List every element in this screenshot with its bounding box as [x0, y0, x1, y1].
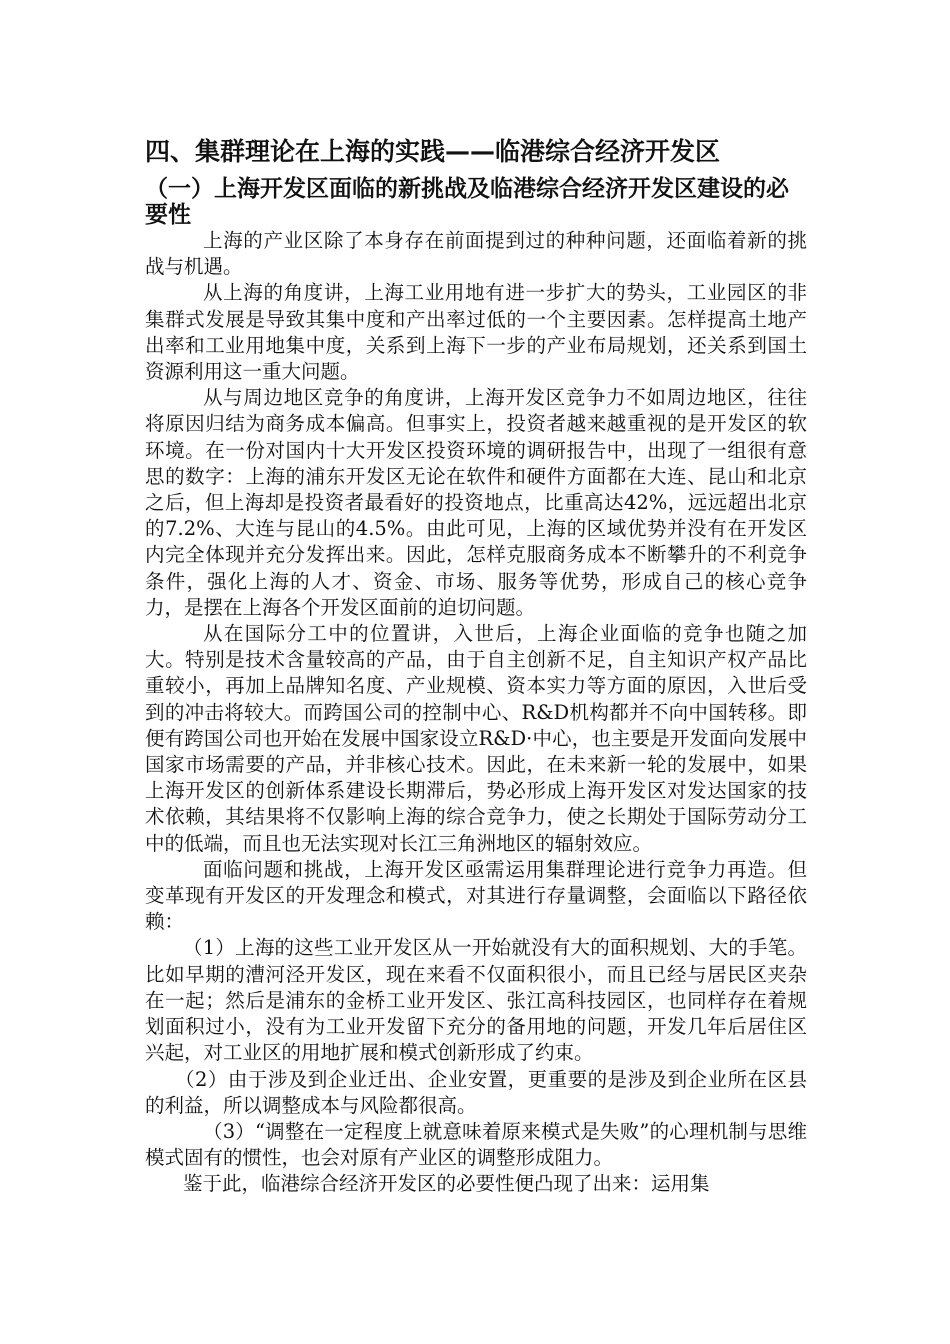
document-page	[145, 132, 807, 1198]
paragraph-competition-perspective: 从与周边地区竞争的角度讲，上海开发区竞争力不如周边地区，往往将原因归结为商务成本偏高。但事实上，投资者越来越重视的是开发区的软环境。在一份对国内十大开发区投资环境的调研报告中，出现了一组很有意思的数字：上海的浦东开发区无论在软件和硬件方面都在大连、昆山和北京之后，但上海却是投资者最看好的投资地点，比重高达42%，远远超出北京的7.2%、大连与昆山的4.5%。由此可见，上海的区域优势并没有在开发区内完全体现并充分发挥出来。因此，怎样克服商务成本不断攀升的不利竞争条件，强化上海的人才、资金、市场、服务等优势，形成自己的核心竞争力，是摆在上海各个开发区面前的迫切问题。	[145, 386, 807, 619]
paragraph-international-division: 从在国际分工中的位置讲，入世后，上海企业面临的竞争也随之加大。特别是技术含量较高的产品，由于自主创新不足，自主知识产权产品比重较小，再加上品牌知名度、产业规模、资本实力等方面的原因，入世后受到的冲击将较大。而跨国公司的控制中心、R&D机构都并不向中国转移。即便有跨国公司也开始在发展中国家设立R&D·中心，也主要是开发面向发展中国家市场需要的产品，并非核心技术。因此，在未来新一轮的发展中，如果上海开发区的创新体系建设长期滞后，势必形成上海开发区对发达国家的技术依赖，其结果将不仅影响上海的综合竞争力，使之长期处于国际劳动分工中的低端，而且也无法实现对长江三角洲地区的辐射效应。	[145, 622, 807, 855]
list-item-1: （1）上海的这些工业开发区从一开始就没有大的面积规划、大的手笔。比如早期的漕河泾开发区，现在来看不仅面积很小，而且已经与居民区夹杂在一起；然后是浦东的金桥工业开发区、张江高科技园区，也同样存在着规划面积过小，没有为工业开发留下充分的备用地的问题，开发几年后居住区兴起，对工业区的用地扩展和模式创新形成了约束。	[145, 936, 807, 1065]
section-heading: 四、集群理论在上海的实践——临港综合经济开发区	[145, 137, 721, 166]
subsection-heading: （一）上海开发区面临的新挑战及临港综合经济开发区建设的必要性	[145, 176, 789, 228]
paragraph-shanghai-perspective: 从上海的角度讲，上海工业用地有进一步扩大的势头，工业园区的非集群式发展是导致其集中度和产出率过低的一个主要因素。怎样提高土地产出率和工业用地集中度，关系到上海下一步的产业布局规划，还关系到国土资源利用这一重大问题。	[145, 281, 807, 384]
paragraph-challenges: 面临问题和挑战，上海开发区亟需运用集群理论进行竞争力再造。但变革现有开发区的开发理念和模式，对其进行存量调整，会面临以下路径依赖：	[145, 857, 807, 934]
list-item-3: （3）“调整在一定程度上就意味着原来模式是失败”的心理机制与思维模式固有的惯性，也会对原有产业区的调整形成阻力。	[145, 1119, 807, 1170]
paragraph-intro: 上海的产业区除了本身存在前面提到过的种种问题，还面临着新的挑战与机遇。	[145, 229, 807, 279]
list-item-2: （2）由于涉及到企业迁出、企业安置，更重要的是涉及到企业所在区县的利益，所以调整成本与风险都很高。	[145, 1067, 807, 1117]
paragraph-conclusion: 鉴于此，临港综合经济开发区的必要性便凸现了出来：运用集	[183, 1172, 710, 1196]
